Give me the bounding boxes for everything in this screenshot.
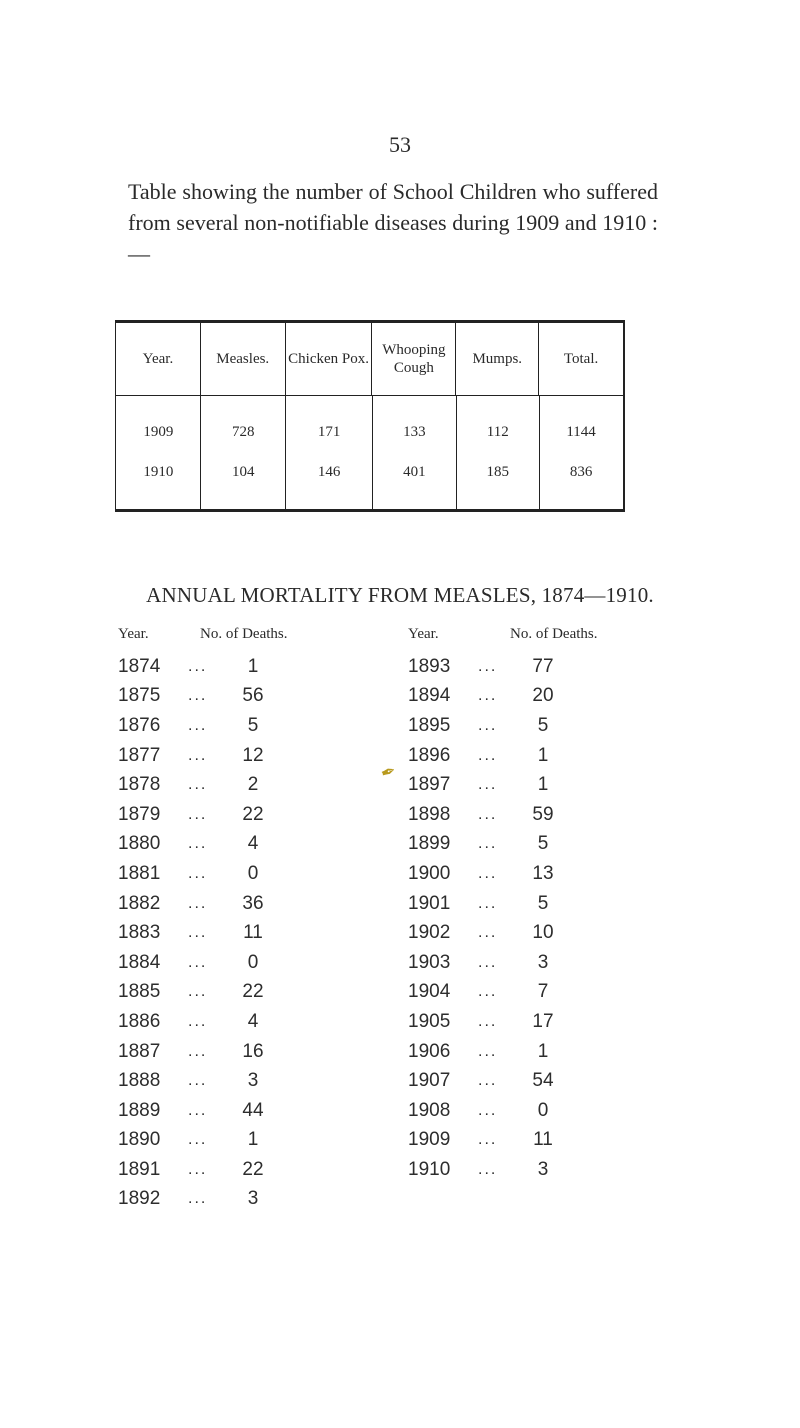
year-value: 1903 (408, 951, 451, 973)
year-value: 1884 (118, 951, 161, 973)
leader-dots: ... (478, 1042, 498, 1060)
deaths-value: 4 (247, 1010, 259, 1032)
year-value: 1882 (118, 892, 161, 914)
cell-total: 836 (569, 464, 593, 480)
list-item (118, 711, 278, 741)
cell-chicken-pox: 146 (317, 464, 341, 480)
year-value: 1900 (408, 862, 451, 884)
leader-dots: ... (188, 953, 208, 971)
year-value: 1895 (408, 714, 451, 736)
leader-dots: ... (478, 657, 498, 675)
list-item (118, 770, 278, 800)
left-year-header: Year. (118, 626, 149, 642)
leader-dots: ... (478, 776, 498, 794)
year-value: 1909 (408, 1129, 451, 1151)
list-item (118, 1185, 278, 1215)
list-item (408, 1007, 568, 1037)
list-item (408, 918, 568, 948)
list-item (408, 1126, 568, 1156)
cell-measles: 728 (231, 424, 255, 440)
deaths-value: 5 (247, 714, 259, 736)
list-item (118, 1155, 278, 1185)
list-item (408, 889, 568, 919)
ink-mark: ✒ (377, 760, 399, 785)
list-item (118, 918, 278, 948)
year-value: 1883 (118, 922, 161, 944)
list-item (118, 741, 278, 771)
year-value: 1897 (408, 774, 451, 796)
leader-dots: ... (188, 687, 208, 705)
list-item (118, 830, 278, 860)
year-value: 1899 (408, 833, 451, 855)
list-item (118, 1096, 278, 1126)
deaths-value: 12 (242, 744, 264, 766)
left-deaths-header: No. of Deaths. (200, 626, 288, 642)
list-item (118, 889, 278, 919)
list-item (408, 830, 568, 860)
leader-dots: ... (478, 953, 498, 971)
deaths-value: 1 (537, 1040, 549, 1062)
leader-dots: ... (478, 1012, 498, 1030)
year-value: 1894 (408, 685, 451, 707)
cell-chicken-pox: 171 (317, 424, 341, 440)
leader-dots: ... (478, 1101, 498, 1119)
year-value: 1892 (118, 1188, 161, 1210)
header-whooping-cough: Whooping Cough (372, 323, 456, 395)
leader-dots: ... (188, 716, 208, 734)
leader-dots: ... (188, 657, 208, 675)
list-item (118, 682, 278, 712)
deaths-value: 3 (247, 1070, 259, 1092)
right-deaths-header: No. of Deaths. (510, 626, 598, 642)
header-mumps: Mumps. (456, 323, 539, 395)
leader-dots: ... (478, 894, 498, 912)
leader-dots: ... (188, 1072, 208, 1090)
cell-year: 1909 (143, 424, 174, 440)
year-value: 1881 (118, 862, 161, 884)
list-item (118, 1126, 278, 1156)
deaths-value: 3 (537, 1158, 549, 1180)
mortality-title: ANNUAL MORTALITY FROM MEASLES, 1874—1910. (146, 583, 654, 607)
deaths-value: 1 (537, 774, 549, 796)
deaths-value: 22 (242, 981, 264, 1003)
year-value: 1907 (408, 1070, 451, 1092)
intro-paragraph: Table showing the number of School Children who suffered from several non-notifiable diseases during 1909 and 1910 :— (128, 179, 658, 266)
list-item (408, 800, 568, 830)
cell-measles: 104 (231, 464, 255, 480)
year-value: 1887 (118, 1040, 161, 1062)
year-value: 1893 (408, 655, 451, 677)
list-item (118, 800, 278, 830)
deaths-value: 5 (537, 714, 549, 736)
header-year: Year. (116, 323, 201, 395)
leader-dots: ... (478, 687, 498, 705)
year-value: 1888 (118, 1070, 161, 1092)
deaths-value: 44 (242, 1099, 264, 1121)
deaths-value: 16 (242, 1040, 264, 1062)
deaths-value: 56 (242, 685, 264, 707)
year-value: 1901 (408, 892, 451, 914)
leader-dots: ... (188, 1101, 208, 1119)
cell-year: 1910 (143, 464, 174, 480)
leader-dots: ... (478, 864, 498, 882)
disease-table-header (116, 323, 623, 396)
deaths-value: 7 (537, 981, 549, 1003)
year-value: 1890 (118, 1129, 161, 1151)
deaths-value: 22 (242, 803, 264, 825)
leader-dots: ... (188, 864, 208, 882)
header-chicken-pox: Chicken Pox. (286, 323, 373, 395)
deaths-value: 0 (247, 862, 259, 884)
deaths-value: 2 (247, 774, 259, 796)
list-item (118, 1066, 278, 1096)
mortality-right-column (408, 652, 568, 1185)
year-value: 1875 (118, 685, 161, 707)
deaths-value: 11 (243, 922, 263, 944)
list-item (408, 948, 568, 978)
list-item (408, 978, 568, 1008)
deaths-value: 3 (247, 1188, 259, 1210)
deaths-value: 1 (247, 655, 259, 677)
list-item (118, 948, 278, 978)
leader-dots: ... (188, 746, 208, 764)
table-row (116, 453, 623, 491)
leader-dots: ... (478, 1160, 498, 1178)
year-value: 1891 (118, 1158, 161, 1180)
deaths-value: 5 (537, 892, 549, 914)
leader-dots: ... (188, 1131, 208, 1149)
leader-dots: ... (478, 983, 498, 1001)
page-number: 53 (389, 132, 411, 157)
year-value: 1904 (408, 981, 451, 1003)
leader-dots: ... (188, 1160, 208, 1178)
mortality-left-column (118, 652, 278, 1214)
header-total: Total. (563, 351, 599, 367)
year-value: 1889 (118, 1099, 161, 1121)
year-value: 1906 (408, 1040, 451, 1062)
list-item (408, 741, 568, 771)
year-value: 1879 (118, 803, 161, 825)
leader-dots: ... (188, 924, 208, 942)
deaths-value: 22 (242, 1158, 264, 1180)
deaths-value: 5 (537, 833, 549, 855)
list-item (408, 1155, 568, 1185)
list-item (118, 978, 278, 1008)
list-item (118, 1007, 278, 1037)
deaths-value: 0 (247, 951, 259, 973)
year-value: 1877 (118, 744, 161, 766)
year-value: 1876 (118, 714, 161, 736)
leader-dots: ... (478, 924, 498, 942)
leader-dots: ... (188, 776, 208, 794)
leader-dots: ... (478, 1131, 498, 1149)
right-year-header: Year. (408, 626, 439, 642)
year-value: 1874 (118, 655, 161, 677)
cell-total: 1144 (566, 424, 596, 440)
list-item (408, 1066, 568, 1096)
leader-dots: ... (188, 1042, 208, 1060)
deaths-value: 17 (532, 1010, 554, 1032)
deaths-value: 59 (532, 803, 554, 825)
year-value: 1902 (408, 922, 451, 944)
year-value: 1880 (118, 833, 161, 855)
year-value: 1908 (408, 1099, 451, 1121)
table-row (116, 413, 623, 451)
deaths-value: 0 (537, 1099, 549, 1121)
year-value: 1905 (408, 1010, 451, 1032)
list-item (118, 1037, 278, 1067)
list-item (408, 1096, 568, 1126)
year-value: 1896 (408, 744, 451, 766)
deaths-value: 3 (537, 951, 549, 973)
list-item (408, 711, 568, 741)
leader-dots: ... (188, 1190, 208, 1208)
leader-dots: ... (478, 805, 498, 823)
header-measles: Measles. (201, 323, 286, 395)
disease-table (115, 320, 625, 512)
year-value: 1885 (118, 981, 161, 1003)
deaths-value: 4 (247, 833, 259, 855)
leader-dots: ... (188, 835, 208, 853)
year-value: 1898 (408, 803, 451, 825)
deaths-value: 10 (532, 922, 554, 944)
deaths-value: 13 (532, 862, 554, 884)
cell-whooping-cough: 401 (403, 464, 426, 480)
leader-dots: ... (478, 746, 498, 764)
year-value: 1878 (118, 774, 161, 796)
year-value: 1886 (118, 1010, 161, 1032)
leader-dots: ... (188, 894, 208, 912)
deaths-value: 77 (532, 655, 554, 677)
deaths-value: 1 (247, 1129, 259, 1151)
deaths-value: 20 (532, 685, 554, 707)
leader-dots: ... (478, 716, 498, 734)
leader-dots: ... (478, 1072, 498, 1090)
list-item (408, 682, 568, 712)
list-item (408, 859, 568, 889)
deaths-value: 54 (532, 1070, 554, 1092)
list-item (408, 1037, 568, 1067)
leader-dots: ... (188, 983, 208, 1001)
list-item (408, 770, 568, 800)
deaths-value: 36 (242, 892, 264, 914)
leader-dots: ... (188, 805, 208, 823)
cell-mumps: 185 (486, 464, 509, 480)
deaths-value: 11 (533, 1129, 553, 1151)
list-item (408, 652, 568, 682)
cell-whooping-cough: 133 (403, 424, 426, 440)
list-item (118, 652, 278, 682)
year-value: 1910 (408, 1158, 451, 1180)
leader-dots: ... (188, 1012, 208, 1030)
list-item (118, 859, 278, 889)
deaths-value: 1 (537, 744, 549, 766)
cell-mumps: 112 (486, 424, 509, 440)
leader-dots: ... (478, 835, 498, 853)
